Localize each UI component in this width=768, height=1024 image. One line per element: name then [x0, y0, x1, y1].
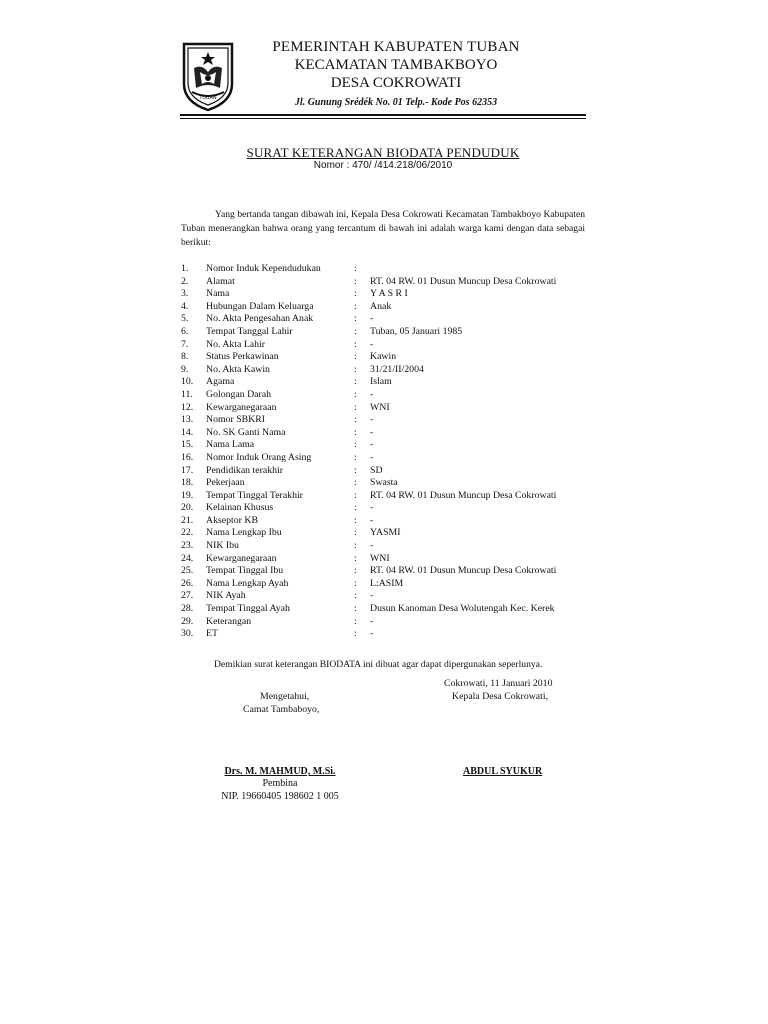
biodata-value: - [370, 540, 374, 552]
biodata-value: Y A S R I [370, 288, 408, 300]
biodata-number: 22. [181, 527, 194, 539]
biodata-row [181, 515, 591, 528]
biodata-colon: : [354, 540, 357, 552]
biodata-row [181, 565, 591, 578]
biodata-label: Agama [206, 376, 235, 388]
biodata-colon: : [354, 527, 357, 539]
biodata-colon: : [354, 401, 357, 413]
biodata-number: 2. [181, 275, 189, 287]
biodata-colon: : [354, 288, 357, 300]
letterhead-line-3: DESA COKROWATI [330, 75, 462, 91]
biodata-value: - [370, 628, 374, 640]
biodata-number: 15. [181, 439, 194, 451]
biodata-label: No. Akta Lahir [206, 338, 266, 350]
subdistrict-head-nip: NIP. 19660405 198602 1 005 [221, 791, 339, 802]
biodata-value: - [370, 615, 374, 627]
biodata-colon: : [354, 263, 357, 274]
biodata-label: Nama [206, 288, 230, 300]
biodata-number: 29. [181, 615, 194, 627]
biodata-row [181, 439, 591, 452]
biodata-row [181, 540, 591, 553]
biodata-colon: : [354, 351, 357, 363]
letterhead-rule-thin [180, 118, 586, 119]
biodata-label: Pendidikan terakhir [206, 464, 283, 476]
letterhead-line-1: PEMERINTAH KABUPATEN TUBAN [272, 39, 520, 55]
biodata-row [181, 628, 591, 641]
letterhead-address: Jl. Gunung Srédék No. 01 Telp.- Kode Pos 62353 [294, 97, 498, 108]
biodata-row [181, 553, 591, 566]
regency-seal-icon [180, 38, 236, 112]
biodata-value: SD [370, 464, 383, 476]
biodata-value: - [370, 414, 374, 426]
biodata-value: Dusun Kanoman Desa Wolutengah Kec. Kerek [370, 603, 555, 615]
biodata-label: Akseptor KB [206, 514, 258, 526]
letterhead-rule-thick [180, 114, 586, 116]
biodata-number: 13. [181, 414, 194, 426]
biodata-label: Golongan Darah [206, 388, 272, 400]
biodata-label: Nama Lengkap Ayah [206, 577, 289, 589]
biodata-number: 17. [181, 464, 194, 476]
biodata-row [181, 527, 591, 540]
biodata-label: Nama Lengkap Ibu [206, 527, 282, 539]
biodata-row [181, 616, 591, 629]
biodata-number: 5. [181, 313, 189, 325]
biodata-label: Nomor SBKRI [206, 414, 266, 426]
biodata-colon: : [354, 552, 357, 564]
letterhead-line-2: KECAMATAN TAMBAKBOYO [294, 57, 498, 73]
biodata-number: 20. [181, 502, 194, 514]
biodata-number: 21. [181, 514, 194, 526]
biodata-number: 3. [181, 288, 189, 300]
seal-emblem-text: TUBAN [199, 95, 217, 101]
biodata-number: 8. [181, 351, 189, 363]
biodata-label: No. Akta Pengesahan Anak [206, 313, 314, 325]
village-head-title: Kepala Desa Cokrowati, [452, 691, 549, 702]
biodata-row [181, 376, 591, 389]
biodata-value: YASMI [370, 527, 401, 539]
biodata-value: RT. 04 RW. 01 Dusun Muncup Desa Cokrowati [370, 275, 557, 287]
biodata-number: 9. [181, 363, 189, 375]
biodata-label: Tempat Tinggal Ibu [206, 565, 284, 577]
biodata-number: 18. [181, 477, 194, 489]
biodata-label: NIK Ibu [206, 540, 239, 552]
biodata-label: Tempat Tinggal Ayah [206, 603, 290, 615]
biodata-row [181, 326, 591, 339]
biodata-colon: : [354, 502, 357, 514]
biodata-colon: : [354, 577, 357, 589]
biodata-row [181, 288, 591, 301]
letterhead [236, 38, 556, 108]
biodata-colon: : [354, 376, 357, 388]
biodata-label: Pekerjaan [206, 477, 245, 489]
biodata-value: - [370, 502, 374, 514]
biodata-value: - [370, 439, 374, 451]
biodata-number: 11. [181, 388, 193, 400]
village-head-name: ABDUL SYUKUR [463, 766, 543, 777]
biodata-label: ET [206, 628, 218, 640]
biodata-value: - [370, 338, 374, 350]
biodata-value: - [370, 426, 374, 438]
biodata-row [181, 389, 591, 402]
biodata-value: 31/21/II/2004 [370, 363, 424, 375]
biodata-value: WNI [370, 552, 390, 564]
biodata-colon: : [354, 628, 357, 640]
biodata-value: L:ASIM [370, 577, 404, 589]
document-title: SURAT KETERANGAN BIODATA PENDUDUK [246, 145, 520, 160]
biodata-value: WNI [370, 401, 390, 413]
biodata-row [181, 313, 591, 326]
biodata-colon: : [354, 565, 357, 577]
biodata-row [181, 427, 591, 440]
biodata-row [181, 502, 591, 515]
biodata-label: Tempat Tinggal Terakhir [206, 489, 303, 501]
biodata-number: 19. [181, 489, 194, 501]
biodata-row [181, 578, 591, 591]
biodata-number: 12. [181, 401, 194, 413]
subdistrict-head-signature [180, 766, 380, 803]
biodata-row [181, 339, 591, 352]
biodata-colon: : [354, 477, 357, 489]
biodata-number: 1. [181, 263, 189, 274]
biodata-number: 24. [181, 552, 194, 564]
biodata-value: RT. 04 RW. 01 Dusun Muncup Desa Cokrowati [370, 489, 557, 501]
biodata-list [181, 263, 591, 641]
biodata-colon: : [354, 489, 357, 501]
biodata-value: - [370, 388, 374, 400]
biodata-number: 16. [181, 451, 194, 463]
biodata-row [181, 465, 591, 478]
subdistrict-head-name: Drs. M. MAHMUD, M.Si. [224, 766, 336, 777]
subdistrict-head-title: Camat Tambaboyo, [243, 704, 320, 715]
closing-statement: Demikian surat keterangan BIODATA ini dibuat agar dapat dipergunakan seperlunya. [214, 659, 543, 670]
biodata-row [181, 452, 591, 465]
subdistrict-head-rank: Pembina [262, 778, 298, 789]
biodata-colon: : [354, 590, 357, 602]
biodata-number: 28. [181, 603, 194, 615]
biodata-number: 7. [181, 338, 189, 350]
biodata-label: Nama Lama [206, 439, 255, 451]
biodata-colon: : [354, 426, 357, 438]
biodata-label: Tempat Tanggal Lahir [206, 325, 293, 337]
biodata-label: Nomor Induk Orang Asing [206, 451, 312, 463]
biodata-colon: : [354, 300, 357, 312]
biodata-colon: : [354, 313, 357, 325]
biodata-number: 30. [181, 628, 194, 640]
biodata-colon: : [354, 338, 357, 350]
biodata-row [181, 364, 591, 377]
biodata-value: - [370, 451, 374, 463]
biodata-number: 26. [181, 577, 194, 589]
biodata-colon: : [354, 439, 357, 451]
biodata-label: Kelainan Khusus [206, 502, 274, 514]
biodata-colon: : [354, 363, 357, 375]
biodata-row [181, 603, 591, 616]
biodata-value: Swasta [370, 477, 398, 489]
biodata-number: 27. [181, 590, 194, 602]
biodata-label: Kewarganegaraan [206, 552, 277, 564]
biodata-number: 23. [181, 540, 194, 552]
biodata-number: 10. [181, 376, 194, 388]
biodata-value: - [370, 590, 374, 602]
biodata-row [181, 301, 591, 314]
biodata-colon: : [354, 603, 357, 615]
biodata-row [181, 263, 591, 276]
place-date: Cokrowati, 11 Januari 2010 [444, 678, 553, 689]
biodata-value: Tuban, 05 Januari 1985 [370, 325, 463, 337]
biodata-label: Nomor Induk Kependudukan [206, 263, 321, 274]
biodata-colon: : [354, 464, 357, 476]
biodata-label: Alamat [206, 275, 235, 287]
biodata-value: - [370, 514, 374, 526]
biodata-number: 4. [181, 300, 189, 312]
biodata-value: Kawin [370, 351, 397, 363]
biodata-colon: : [354, 414, 357, 426]
biodata-colon: : [354, 615, 357, 627]
biodata-row [181, 351, 591, 364]
biodata-row [181, 402, 591, 415]
biodata-label: Kewarganegaraan [206, 401, 277, 413]
biodata-colon: : [354, 451, 357, 463]
biodata-row [181, 490, 591, 503]
biodata-label: Status Perkawinan [206, 351, 279, 363]
acknowledged-label: Mengetahui, [260, 691, 310, 702]
biodata-value: RT. 04 RW. 01 Dusun Muncup Desa Cokrowati [370, 565, 557, 577]
biodata-colon: : [354, 325, 357, 337]
biodata-number: 25. [181, 565, 194, 577]
biodata-row [181, 414, 591, 427]
biodata-row [181, 276, 591, 289]
intro-paragraph: Yang bertanda tangan dibawah ini, Kepala Desa Cokrowati Kecamatan Tambakboyo Kabupaten Tuban menerangkan bahwa orang yang tercantum di bawah ini adalah warga kami dengan data sebagai berikut: [181, 209, 585, 248]
biodata-colon: : [354, 388, 357, 400]
biodata-colon: : [354, 514, 357, 526]
biodata-number: 14. [181, 426, 194, 438]
biodata-label: Hubungan Dalam Keluarga [206, 300, 314, 312]
biodata-label: NIK Ayah [206, 590, 246, 602]
document-number: Nomor : 470/ /414.218/06/2010 [313, 160, 453, 171]
biodata-label: No. Akta Kawin [206, 363, 270, 375]
biodata-label: Keterangan [206, 615, 252, 627]
biodata-number: 6. [181, 325, 189, 337]
biodata-value: Anak [370, 300, 392, 312]
biodata-label: No. SK Ganti Nama [206, 426, 286, 438]
biodata-value: - [370, 313, 374, 325]
biodata-row [181, 590, 591, 603]
biodata-colon: : [354, 275, 357, 287]
biodata-row [181, 477, 591, 490]
biodata-value: Islam [370, 376, 392, 388]
